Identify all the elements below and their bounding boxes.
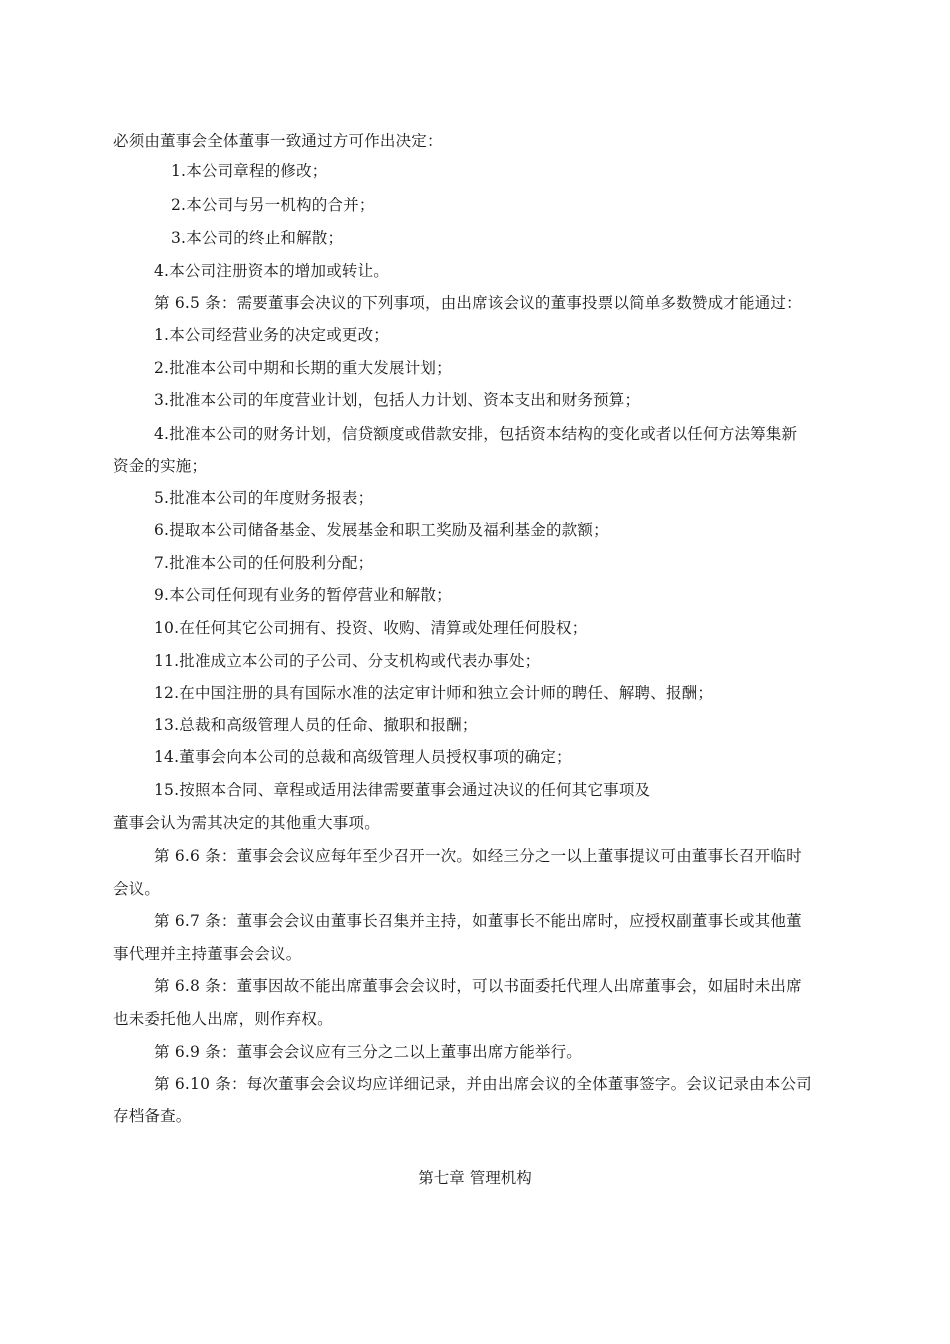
list-item: 2.批准本公司中期和长期的重大发展计划；	[154, 359, 452, 377]
list-item: 1.本公司章程的修改；	[171, 162, 328, 180]
list-item: 13.总裁和高级管理人员的任命、撤职和报酬；	[154, 716, 478, 734]
article-heading: 第 6.9 条：董事会会议应有三分之二以上董事出席方能举行。	[154, 1043, 583, 1061]
article-heading: 第 6.7 条：董事会会议由董事长召集并主持，如董事长不能出席时，应授权副董事长或其他董	[154, 912, 802, 930]
article-heading: 第 6.6 条：董事会会议应每年至少召开一次。如经三分之一以上董事提议可由董事长召开临时	[154, 847, 802, 865]
text-line: 董事会认为需其决定的其他重大事项。	[113, 814, 380, 832]
article-heading: 第 6.10 条：每次董事会会议均应详细记录，并由出席会议的全体董事签字。会议记录由本公司	[154, 1075, 812, 1093]
list-item: 5.批准本公司的年度财务报表；	[154, 489, 374, 507]
list-item: 6.提取本公司储备基金、发展基金和职工奖励及福利基金的款额；	[154, 521, 609, 539]
list-item: 10.在任何其它公司拥有、投资、收购、清算或处理任何股权；	[154, 619, 588, 637]
list-item: 9.本公司任何现有业务的暂停营业和解散；	[154, 586, 452, 604]
list-item: 14.董事会向本公司的总裁和高级管理人员授权事项的确定；	[154, 748, 572, 766]
list-item: 4.批准本公司的财务计划，信贷额度或借款安排，包括资本结构的变化或者以任何方法筹集新	[154, 425, 798, 443]
list-item: 3.本公司的终止和解散；	[171, 229, 344, 247]
text-line: 会议。	[113, 880, 161, 898]
chapter-heading: 第七章 管理机构	[418, 1169, 532, 1187]
list-item: 4.本公司注册资本的增加或转让。	[154, 262, 389, 280]
article-heading: 第 6.8 条：董事因故不能出席董事会会议时，可以书面委托代理人出席董事会，如届时未出席	[154, 977, 802, 995]
article-heading: 第 6.5 条：需要董事会决议的下列事项，由出席该会议的董事投票以简单多数赞成才能通过：	[154, 294, 802, 312]
text-line: 存档备查。	[113, 1107, 192, 1125]
list-item: 7.批准本公司的任何股利分配；	[154, 554, 374, 572]
list-item: 11.批准成立本公司的子公司、分支机构或代表办事处；	[154, 652, 541, 670]
text-line: 也未委托他人出席，则作弃权。	[113, 1010, 333, 1028]
text-line: 必须由董事会全体董事一致通过方可作出决定：	[113, 132, 443, 150]
text-line: 事代理并主持董事会会议。	[113, 945, 302, 963]
list-item: 15.按照本合同、章程或适用法律需要董事会通过决议的任何其它事项及	[154, 781, 651, 799]
list-item: 12.在中国注册的具有国际水准的法定审计师和独立会计师的聘任、解聘、报酬；	[154, 684, 714, 702]
list-item: 2.本公司与另一机构的合并；	[171, 196, 375, 214]
text-line: 资金的实施；	[113, 457, 208, 475]
list-item: 3.批准本公司的年度营业计划，包括人力计划、资本支出和财务预算；	[154, 391, 641, 409]
list-item: 1.本公司经营业务的决定或更改；	[154, 326, 389, 344]
